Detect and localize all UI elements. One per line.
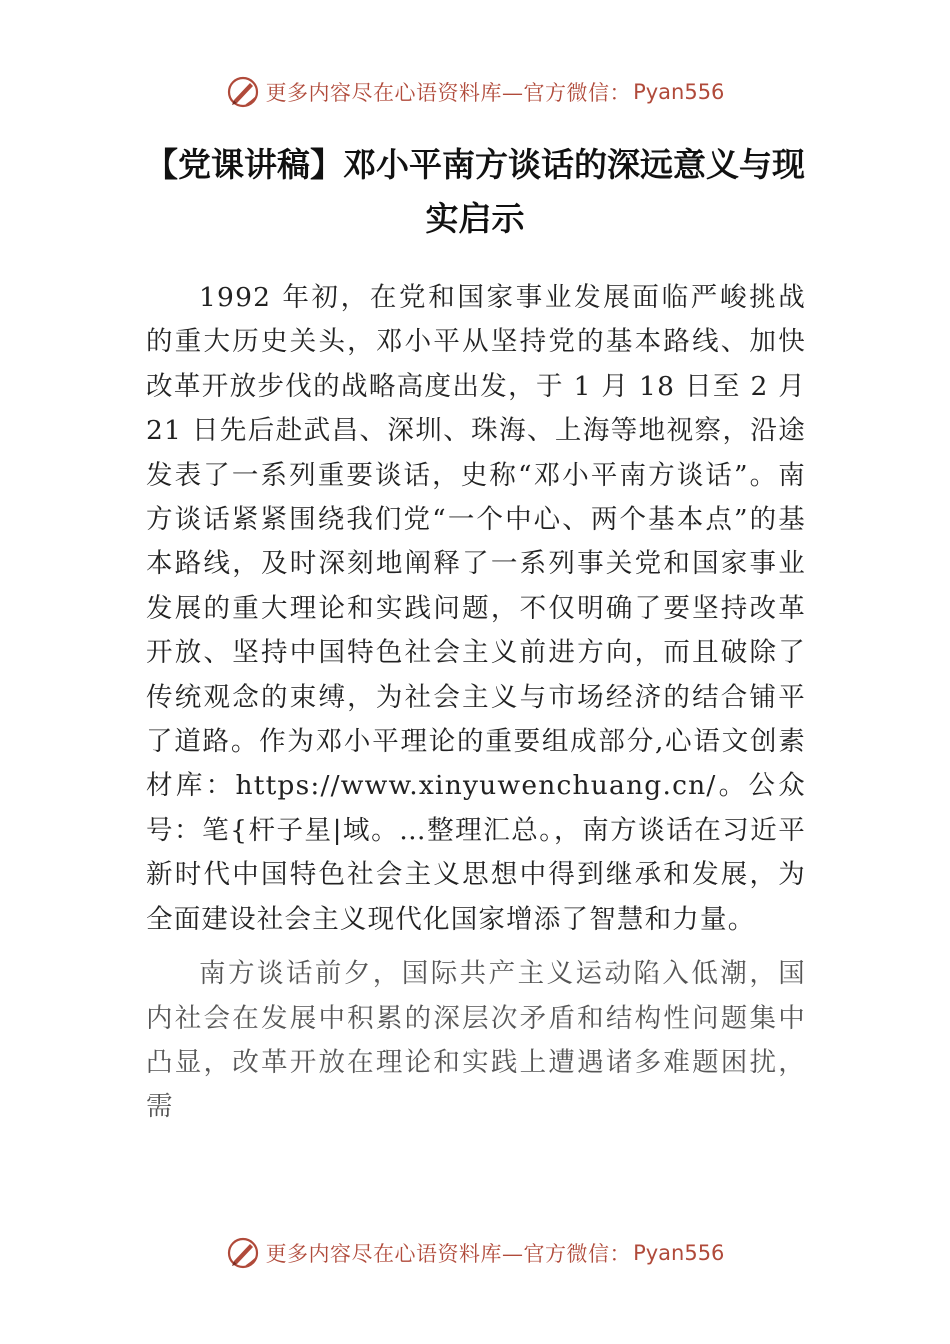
paragraph-1: 1992 年初，在党和国家事业发展面临严峻挑战的重大历史关头，邓小平从坚持党的基本路线、加快改革开放步伐的战略高度出发，于 1 月 18 日至 2 月 21 日先后赴武昌、深圳、珠海、上海等地视察，沿途发表了一系列重要谈话，史称“邓小平南方谈话”。南方谈话紧紧围绕我们党“一个中心、两个基本点”的基本路线，及时深刻地阐释了一系列事关党和国家事业发展的重大理论和实践问题，不仅明确了要坚持改革开放、坚持中国特色社会主义前进方向，而且破除了传统观念的束缚，为社会主义与市场经济的结合铺平了道路。作为邓小平理论的重要组成部分,心语文创素材库：https://www.xinyuwenchuang.cn/。公众号：笔{杆子星|域。…整理汇总。，南方谈话在习近平新时代中国特色社会主义思想中得到继承和发展，为全面建设社会主义现代化国家增添了智慧和力量。	[146, 282, 806, 935]
footer-banner-text: 更多内容尽在心语资料库—官方微信：	[265, 1242, 632, 1266]
header-banner-text: 更多内容尽在心语资料库—官方微信：	[265, 81, 632, 105]
footer-wechat-id: Pyan556	[633, 1241, 725, 1265]
header-banner	[0, 72, 950, 112]
pen-circle-logo-icon	[226, 1236, 260, 1270]
footer-banner	[0, 1233, 950, 1273]
pen-circle-logo-icon	[226, 75, 260, 109]
document-body	[146, 276, 806, 1140]
paragraph-2: 南方谈话前夕，国际共产主义运动陷入低潮，国内社会在发展中积累的深层次矛盾和结构性问题集中凸显，改革开放在理论和实践上遭遇诸多难题困扰，需	[146, 958, 806, 1123]
header-wechat-id: Pyan556	[633, 80, 725, 104]
page-title: 【党课讲稿】邓小平南方谈话的深远意义与现实启示	[145, 145, 805, 238]
